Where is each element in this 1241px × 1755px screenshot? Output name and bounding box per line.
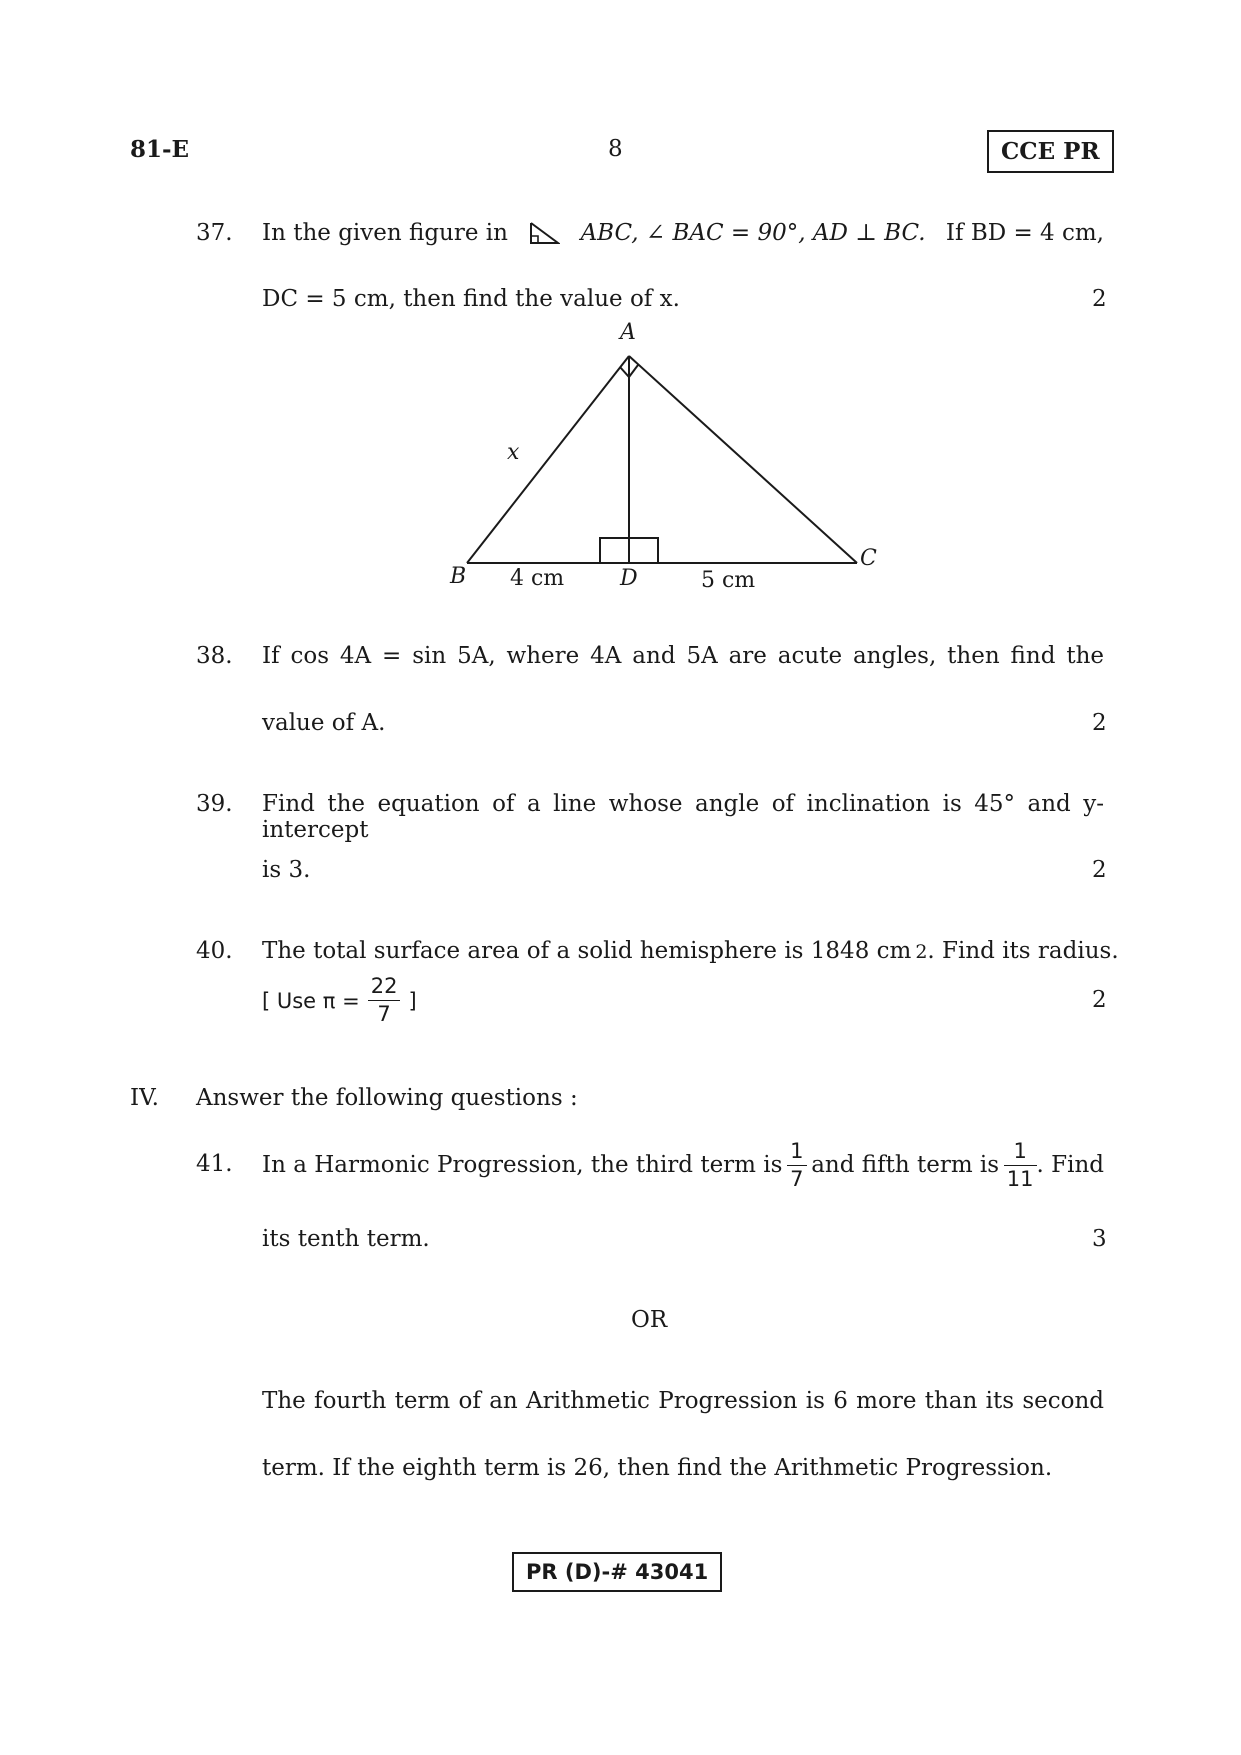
label-bd-length: 4 cm: [510, 566, 565, 591]
label-x: x: [507, 440, 520, 465]
q41-alt-line2: term. If the eighth term is 26, then find the Arithmetic Progression.: [262, 1455, 1053, 1481]
q39-number: 39.: [196, 791, 233, 817]
header-box: CCE PR: [987, 130, 1114, 173]
section-number: IV.: [130, 1085, 159, 1111]
or-divider: OR: [631, 1307, 668, 1333]
q41-alt-line1: The fourth term of an Arithmetic Progression is 6 more than its second: [262, 1388, 1104, 1414]
q37-line2: DC = 5 cm, then find the value of x.: [262, 286, 680, 312]
section-title: Answer the following questions :: [196, 1085, 578, 1111]
q41-line1-c: . Find: [1036, 1152, 1104, 1178]
q37-line1: [262, 220, 1104, 246]
q41-number: 41.: [196, 1151, 233, 1177]
q39-line1: Find the equation of a line whose angle of inclination is 45° and y-intercept: [262, 791, 1104, 843]
q38-line2: value of A.: [262, 710, 386, 736]
right-triangle-icon: [528, 221, 560, 245]
footer-code-box: PR (D)-# 43041: [512, 1552, 722, 1592]
q41-fraction-third: [787, 1138, 806, 1191]
label-d: D: [620, 566, 638, 591]
q40-use-post: ]: [408, 988, 417, 1013]
label-b: B: [450, 564, 467, 589]
side-ac: [629, 356, 857, 563]
q41-marks: 3: [1092, 1226, 1107, 1252]
q37-line1-given: ABC, ∠ BAC = 90°, AD ⊥ BC.: [580, 220, 926, 246]
q40-pi-fraction: [368, 976, 401, 1025]
q39-line2: is 3.: [262, 857, 311, 883]
q41-fraction-fifth: [1004, 1138, 1037, 1191]
label-c: C: [860, 546, 877, 571]
q41-line2: its tenth term.: [262, 1226, 430, 1252]
q40-number: 40.: [196, 938, 233, 964]
q41-line1-a: In a Harmonic Progression, the third term is: [262, 1152, 783, 1178]
q40-superscript: 2: [915, 941, 928, 963]
triangle-diagram: [420, 318, 890, 598]
q38-number: 38.: [196, 643, 233, 669]
q41-frac1-denominator: 7: [790, 1166, 804, 1191]
q40-line1-end: . Find its radius.: [927, 938, 1119, 964]
label-dc-length: 5 cm: [701, 568, 756, 593]
q38-marks: 2: [1092, 710, 1107, 736]
q40-use-pre: [ Use π =: [262, 988, 360, 1013]
q40-pi-denominator: 7: [377, 1002, 391, 1026]
q41-frac2-numerator: 1: [1004, 1141, 1037, 1166]
q37-line1-end: If BD = 4 cm,: [945, 220, 1104, 246]
page-number: 8: [608, 136, 623, 162]
q38-line1: If cos 4A = sin 5A, where 4A and 5A are acute angles, then find the: [262, 643, 1104, 669]
q40-use-pi: [262, 976, 417, 1025]
q40-marks: 2: [1092, 987, 1107, 1013]
q37-line1-pre: In the given figure in: [262, 220, 508, 246]
triangle-figure: [420, 318, 890, 598]
q40-pi-numerator: 22: [368, 976, 401, 1001]
q41-frac1-numerator: 1: [787, 1141, 806, 1166]
label-a: A: [620, 320, 636, 345]
q39-marks: 2: [1092, 857, 1107, 883]
paper-code: 81-E: [130, 136, 190, 163]
q41-line1-b: and fifth term is: [811, 1152, 1000, 1178]
q41-frac2-denominator: 11: [1006, 1166, 1034, 1191]
q37-number: 37.: [196, 220, 233, 246]
q41-line1: [262, 1135, 1104, 1195]
q41-line1-tail: [1004, 1138, 1104, 1191]
side-ab: [467, 356, 629, 563]
q40-line1-text: The total surface area of a solid hemisphere is 1848 cm: [262, 938, 912, 964]
q40-line1: [262, 938, 1119, 964]
q37-marks: 2: [1092, 286, 1107, 312]
